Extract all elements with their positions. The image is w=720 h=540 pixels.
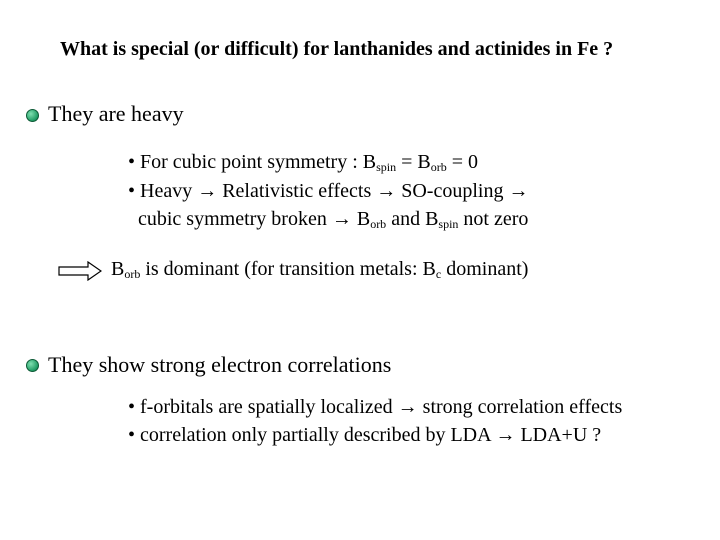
section1-line3: cubic symmetry broken → $B_{orb}$ and $B_{spin}$ not zero (138, 208, 529, 231)
bullet-dot-icon (26, 359, 39, 372)
slide-title: What is special (or difficult) for lanthanides and actinides in Fe ? (60, 38, 614, 60)
arrow-right-icon: → (197, 180, 218, 202)
section1-line1: • For cubic point symmetry : $B_{spin} = B_{orb} = 0$ (128, 151, 479, 174)
section2-heading: They show strong electron correlations (48, 352, 392, 377)
section1-conclusion: $B_{orb}$ is dominant (for transition metals: $B_c$ dominant) (111, 258, 529, 281)
arrow-right-icon: → (376, 180, 397, 202)
arrow-right-icon: → (495, 424, 516, 446)
section2-line1: • f-orbitals are spatially localized → strong correlation effects (128, 396, 623, 418)
implies-arrow-icon (58, 261, 102, 281)
bullet-dot-icon (26, 109, 39, 122)
arrow-right-icon: → (331, 208, 352, 230)
section1-heading: They are heavy (48, 101, 184, 126)
section1-line2: • Heavy → Relativistic effects → SO-coupling → (128, 180, 529, 202)
section2-line2: • correlation only partially described by LDA → LDA+U ? (128, 424, 602, 446)
arrow-right-icon: → (508, 180, 529, 202)
arrow-right-icon: → (397, 396, 418, 418)
